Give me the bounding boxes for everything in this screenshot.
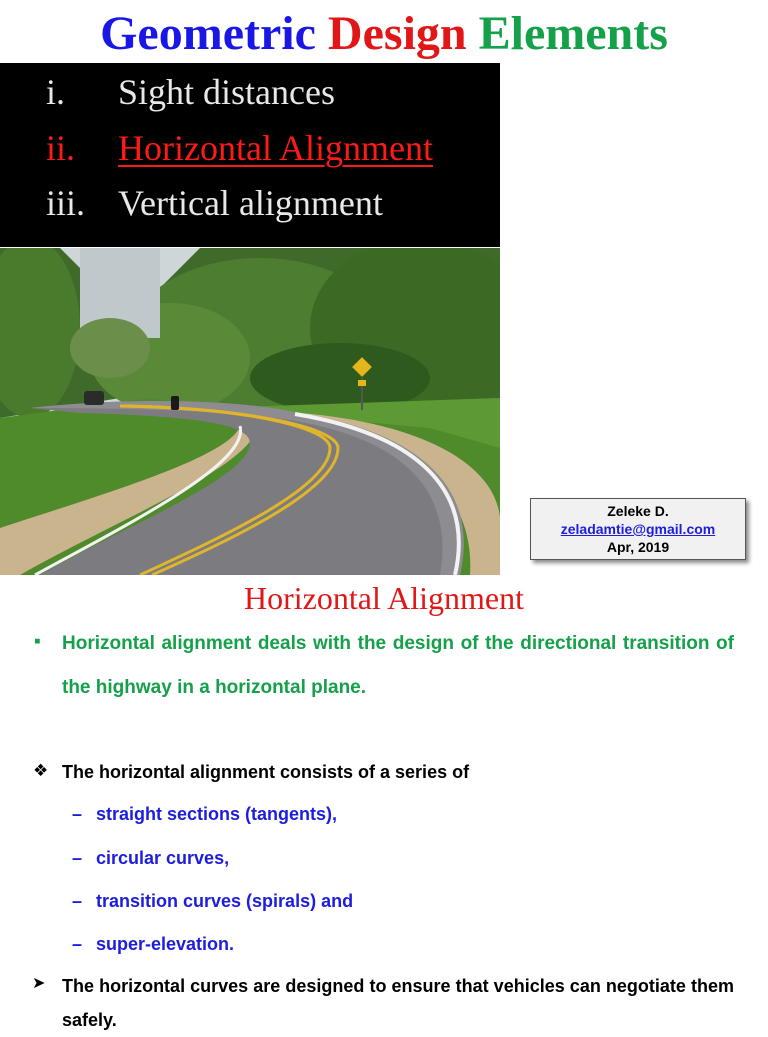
topic-number: i. (46, 72, 66, 112)
title-word-geometric: Geometric (100, 7, 316, 60)
dash-bullet-icon: – (72, 848, 83, 868)
topic-label: Sight distances (118, 72, 335, 112)
author-name: Zeleke D. (607, 503, 669, 519)
title-word-elements: Elements (478, 7, 668, 60)
definition-paragraph: Horizontal alignment deals with the design of the directional transition of the highway in a horizontal plane. (62, 633, 734, 698)
component-item: super-elevation. (96, 934, 235, 954)
arrow-bullet-icon: ➤ (32, 975, 46, 992)
component-item: transition curves (spirals) and (96, 891, 354, 911)
author-box (530, 498, 746, 560)
diamond-bullet-icon: ❖ (33, 761, 49, 780)
topics-list (0, 63, 500, 247)
dash-bullet-icon: – (72, 891, 83, 911)
component-item: straight sections (tangents), (96, 804, 338, 824)
dash-bullet-icon: – (72, 934, 83, 954)
author-date: Apr, 2019 (606, 539, 670, 555)
square-bullet-icon: ▪ (34, 631, 41, 652)
purpose-paragraph: The horizontal curves are designed to ensure that vehicles can negotiate them safely. (62, 976, 734, 1030)
section-heading: Horizontal Alignment (244, 580, 524, 616)
consists-intro-text: The horizontal alignment consists of a series of (62, 762, 470, 782)
author-email-link[interactable]: zeladamtie@gmail.com (560, 521, 716, 537)
topic-number: iii. (46, 183, 86, 223)
topic-label: Horizontal Alignment (118, 128, 433, 168)
title-word-design: Design (327, 7, 467, 60)
topic-label: Vertical alignment (118, 183, 383, 223)
dash-bullet-icon: – (72, 804, 83, 824)
component-item: circular curves, (96, 848, 230, 868)
curved-road-photo (0, 248, 500, 575)
slide-title (0, 6, 768, 62)
topic-number: ii. (46, 128, 76, 168)
